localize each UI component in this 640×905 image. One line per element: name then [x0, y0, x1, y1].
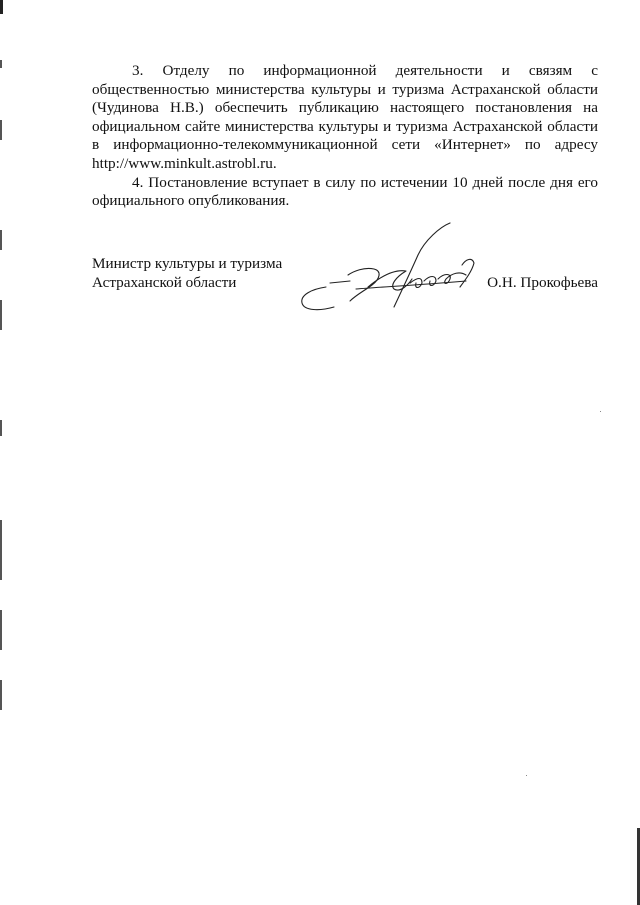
paragraph-3: 3. Отделу по информационной деятельности и связям с общественностью министерства культуры и туризма Астраханской области (Чудинова Н.В.) обеспечить публикацию настоящего постановления на официальном сайте министерства культуры и туризма Астраханской области в информационно-телекоммуникационной сети «Интернет» по адресу http://www.minkult.astrobl.ru.: [92, 62, 598, 172]
signer-title-line-2: Астраханской области: [92, 273, 237, 291]
handwritten-signature: [290, 215, 490, 325]
scan-edge-mark: [0, 60, 2, 68]
scan-edge-mark: [0, 0, 3, 14]
scan-edge-mark: [0, 680, 2, 710]
scan-speck: [526, 775, 527, 776]
scan-edge-mark: [0, 120, 2, 140]
document-body: [92, 62, 598, 211]
scan-left-edge: [0, 0, 3, 905]
scan-edge-mark: [0, 420, 2, 436]
paragraph-4: 4. Постановление вступает в силу по истечении 10 дней после дня его официального опубликования.: [92, 173, 598, 210]
scan-edge-mark: [0, 300, 2, 330]
signer-title-line-1: Министр культуры и туризма: [92, 255, 283, 272]
scan-edge-mark: [0, 610, 2, 650]
scan-speck: [600, 411, 601, 412]
signer-name: О.Н. Прокофьева: [487, 273, 598, 291]
signature-block: [92, 255, 598, 335]
scan-edge-mark: [0, 520, 2, 580]
scan-edge-mark: [0, 230, 2, 250]
